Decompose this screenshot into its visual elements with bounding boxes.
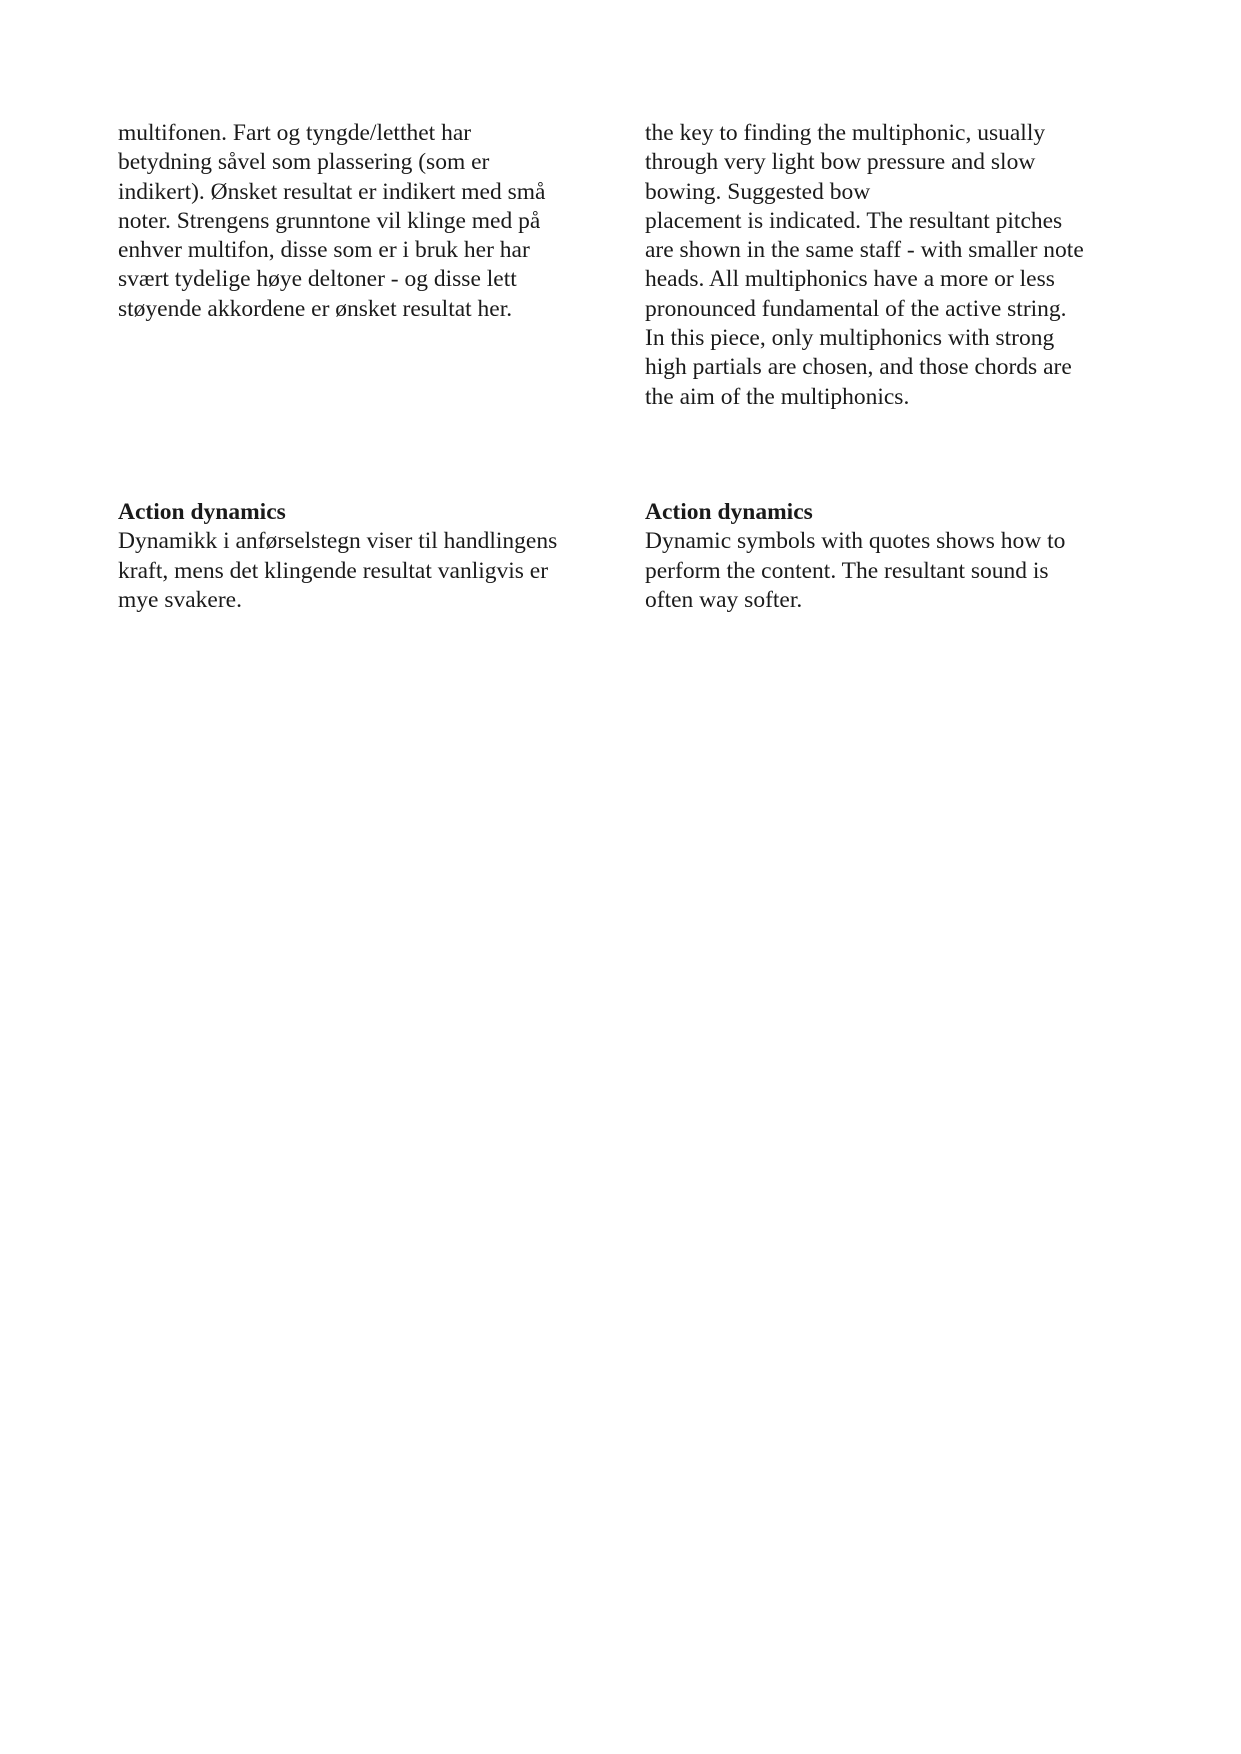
- norwegian-multiphonics-paragraph: [118, 119, 588, 324]
- text-line: the aim of the multiphonics.: [645, 383, 910, 410]
- text-line: bowing. Suggested bow: [645, 178, 871, 205]
- text-line: Dynamikk i anførselstegn viser til handlingens: [118, 528, 558, 555]
- text-line: mye svakere.: [118, 586, 242, 613]
- english-action-dynamics-section: [645, 498, 1115, 615]
- text-line: through very light bow pressure and slow: [645, 149, 1036, 176]
- text-line: pronounced fundamental of the active string.: [645, 295, 1067, 322]
- text-line: multifonen. Fart og tyngde/letthet har: [118, 120, 472, 146]
- text-line: are shown in the same staff - with smaller note: [645, 237, 1084, 264]
- text-line: noter. Strengens grunntone vil klinge med på: [118, 207, 541, 234]
- text-line: heads. All multiphonics have a more or less: [645, 266, 1055, 293]
- text-line: svært tydelige høye deltoner - og disse lett: [118, 266, 517, 293]
- text-line: perform the content. The resultant sound is: [645, 557, 1049, 584]
- text-line: In this piece, only multiphonics with strong: [645, 325, 1055, 352]
- section-heading: Action dynamics: [118, 499, 286, 525]
- text-line: often way softer.: [645, 586, 803, 613]
- text-line: indikert). Ønsket resultat er indikert med små: [118, 178, 546, 205]
- section-heading: Action dynamics: [645, 499, 813, 525]
- text-line: enhver multifon, disse som er i bruk her har: [118, 237, 530, 264]
- english-multiphonics-paragraph: [645, 119, 1115, 412]
- text-line: Dynamic symbols with quotes shows how to: [645, 528, 1066, 555]
- text-line: placement is indicated. The resultant pitches: [645, 207, 1063, 234]
- text-line: high partials are chosen, and those chords are: [645, 354, 1072, 381]
- text-line: kraft, mens det klingende resultat vanligvis er: [118, 557, 549, 584]
- norwegian-action-dynamics-section: [118, 498, 588, 615]
- text-line: støyende akkordene er ønsket resultat her.: [118, 295, 513, 322]
- text-line: betydning såvel som plassering (som er: [118, 149, 490, 176]
- text-line: the key to finding the multiphonic, usually: [645, 120, 1046, 146]
